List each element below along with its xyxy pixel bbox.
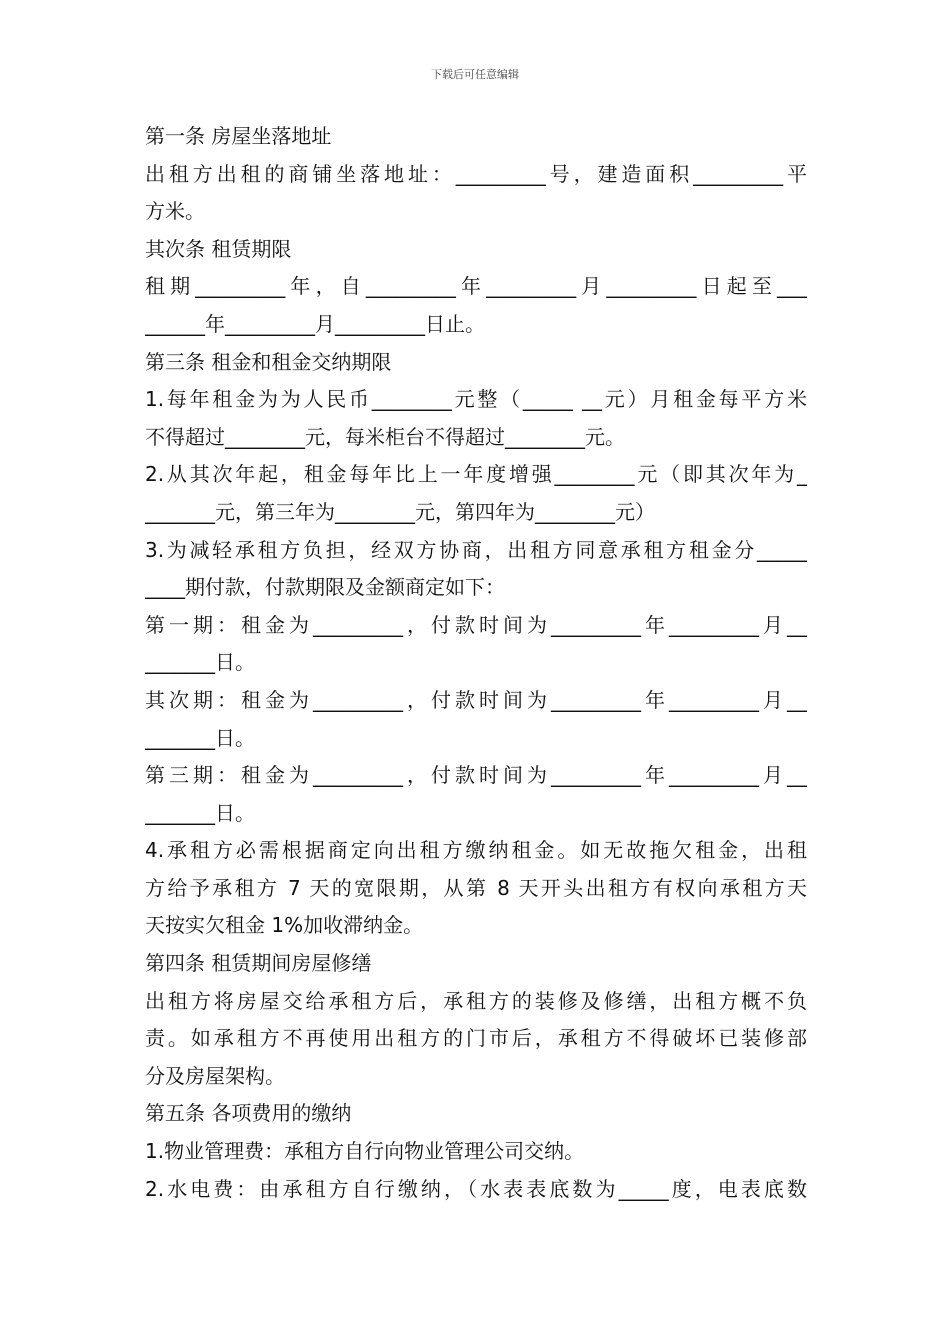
document-line: _______元，第三年为________元，第四年为________元）: [145, 499, 655, 524]
document-line: 租期_________年，自_________年_________月_________日起至___: [145, 274, 807, 299]
document-line: 第一条 房屋坐落地址: [145, 124, 332, 148]
document-line: 第三期：租金为_________，付款时间为_________年_________月__: [145, 763, 807, 788]
document-line: ____期付款，付款期限及金额商定如下：: [145, 575, 505, 600]
document-line: 方给予承租方 7 天的宽限期，从第 8 天开头出租方有权向承租方天: [145, 875, 807, 900]
document-line: 其次条 租赁期限: [145, 236, 292, 261]
document-line: 出租方将房屋交给承租方后，承租方的装修及修缮，出租方概不负: [145, 988, 807, 1013]
document-line: 不得超过________元，每米柜台不得超过________元。: [145, 424, 625, 449]
document-line: 责。如承租方不再使用出租方的门市后，承租方不得破坏已装修部: [145, 1026, 807, 1051]
document-line: 3.为减轻承租方负担，经双方协商，出租方同意承租方租金分_____: [145, 537, 807, 562]
document-line: _______日。: [145, 800, 255, 825]
document-line: 其次期：租金为_________，付款时间为_________年_________月__: [145, 687, 807, 712]
document-line: ______年_________月_________日止。: [145, 311, 485, 336]
document-line: 第一期：租金为_________，付款时间为_________年_________月__: [145, 612, 807, 637]
document-body: [145, 118, 807, 1208]
document-line: 2.从其次年起，租金每年比上一年度增强________元（即其次年为_: [145, 462, 807, 487]
document-line: 分及房屋架构。: [145, 1063, 285, 1088]
document-line: 第三条 租金和租金交纳期限: [145, 349, 392, 374]
document-line: 1.每年租金为为人民币________元整（_____ __元）月租金每平方米: [145, 387, 807, 412]
document-line: 1.物业管理费：承租方自行向物业管理公司交纳。: [145, 1139, 585, 1164]
page-header-note: 下载后可任意编辑: [431, 68, 519, 81]
document-line: 第四条 租赁期间房屋修缮: [145, 951, 372, 976]
document-line: 2.水电费：由承租方自行缴纳，（水表表底数为_____度，电表底数: [145, 1176, 807, 1201]
document-line: 4.承租方必需根据商定向出租方缴纳租金。如无故拖欠租金，出租: [145, 838, 807, 863]
document-line: _______日。: [145, 725, 255, 750]
document-line: 方米。: [145, 199, 205, 224]
document-line: _______日。: [145, 650, 255, 675]
document-line: 第五条 各项费用的缴纳: [145, 1101, 352, 1126]
document-line: 天按实欠租金 1%加收滞纳金。: [145, 913, 424, 938]
document-line: 出租方出租的商铺坐落地址：_________号，建造面积_________平: [145, 161, 807, 186]
